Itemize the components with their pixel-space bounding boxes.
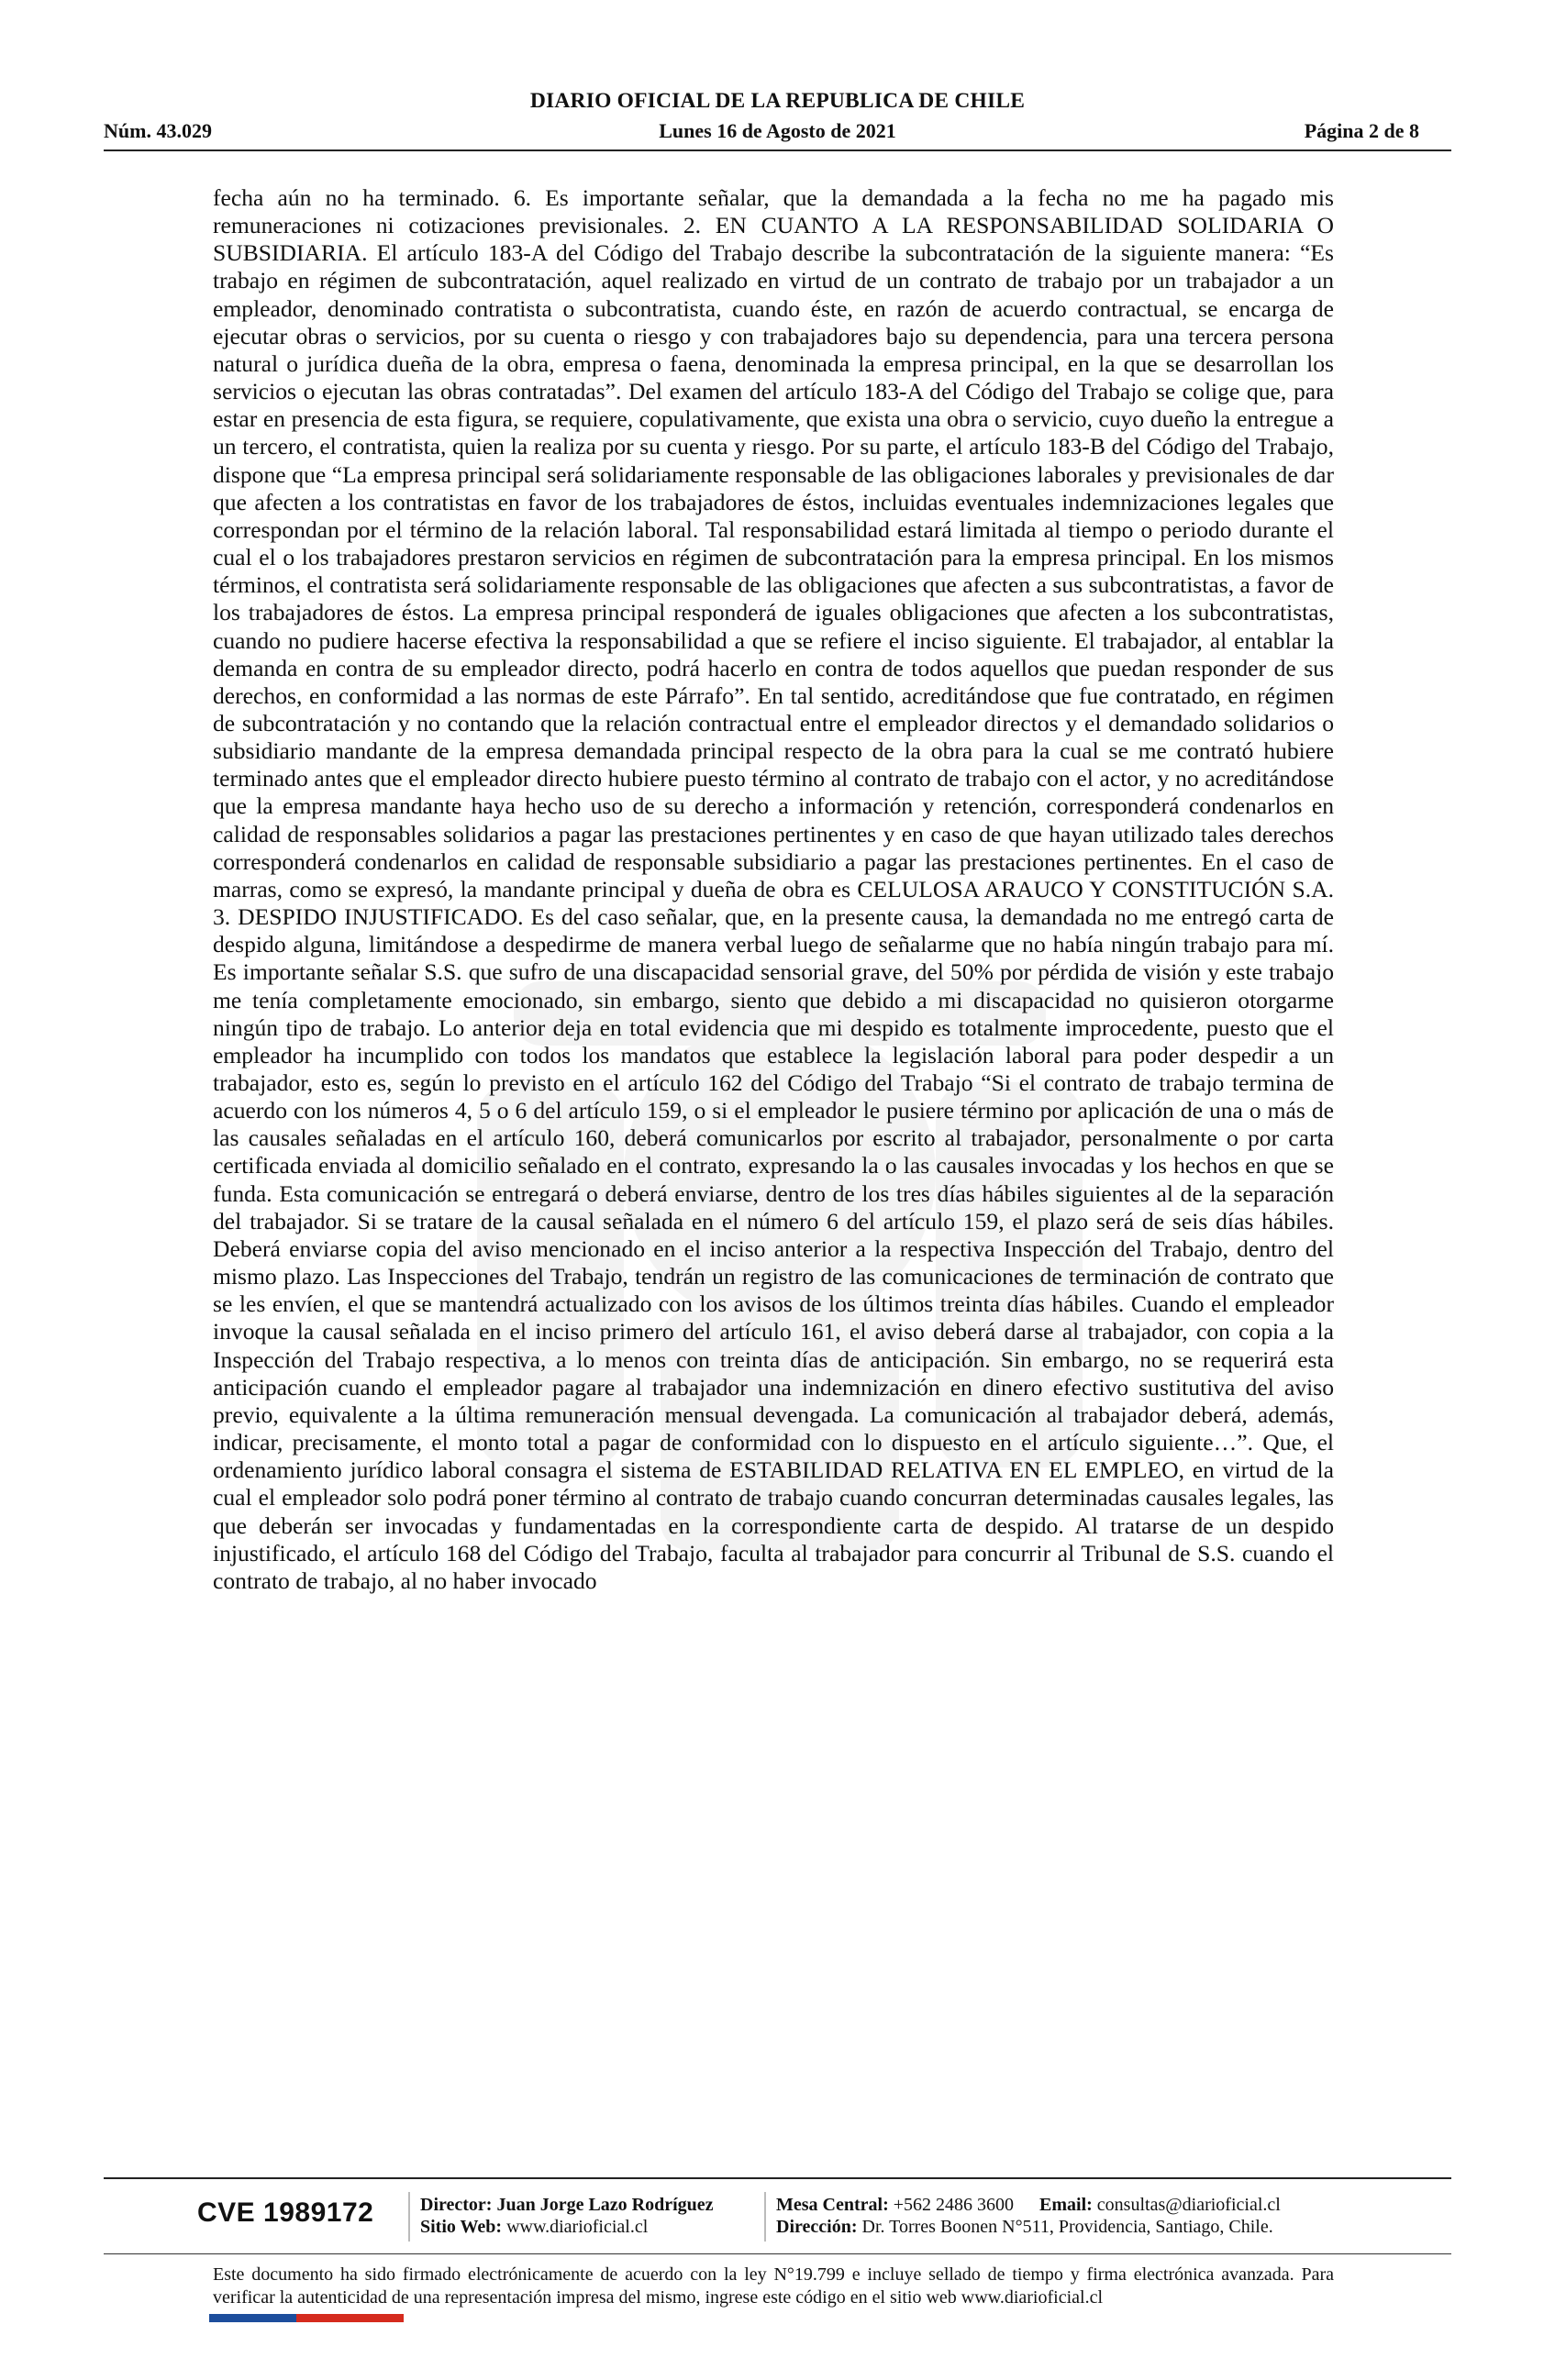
gazette-title: DIARIO OFICIAL DE LA REPUBLICA DE CHILE (529, 89, 1026, 113)
article-body: fecha aún no ha terminado. 6. Es importante señalar, que la demandada a la fecha no me ha pagado mis remuneraciones ni cotizaciones previsionales. 2. EN CUANTO A LA RESPONSABILIDAD SOLIDARIA O SUBSIDIARIA. El artículo 183-A del Código del Trabajo describe la subcontratación de la siguiente manera: “Es trabajo en régimen de subcontratación, aquel realizado en virtud de un contrato de trabajo por un trabajador a un empleador, denominado contratista o subcontratista, cuando éste, en razón de acuerdo contractual, se encarga de ejecutar obras o servicios, por su cuenta o riesgo y con trabajadores bajo su dependencia, para una tercera persona natural o jurídica dueña de la obra, empresa o faena, denominada la empresa principal, en la que se desarrollan los servicios o ejecutan las obras contratadas”. Del examen del artículo 183-A del Código del Trabajo se colige que, para estar en presencia de esta figura, se requiere, copulativamente, que exista una obra o servicio, cuyo dueño la entregue a un tercero, el contratista, quien la realiza por su cuenta y riesgo. Por su parte, el artículo 183-B del Código del Trabajo, dispone que “La empresa principal será solidariamente responsable de las obligaciones laborales y previsionales de dar que afecten a los contratistas en favor de los trabajadores de éstos, incluidas eventuales indemnizaciones legales que correspondan por el término de la relación laboral. Tal responsabilidad estará limitada al tiempo o periodo durante el cual el o los trabajadores prestaron servicios en régimen de subcontratación para la empresa principal. En los mismos términos, el contratista será solidariamente responsable de las obligaciones que afecten a sus subcontratistas, a favor de los trabajadores de éstos. La empresa principal responderá de iguales obligaciones que afecten a los subcontratistas, cuando no pudiere hacerse efectiva la responsabilidad a que se refiere el inciso siguiente. El trabajador, al entablar la demanda en contra de su empleador directo, podrá hacerlo en contra de todos aquellos que puedan responder de sus derechos, en conformidad a las normas de este Párrafo”. En tal sentido, acreditándose que fue contratado, en régimen de subcontratación y no contando que la relación contractual entre el empleador directos y el demandado solidarios o subsidiario mandante de la empresa demandada principal respecto de la obra para la cual se me contrató hubiere terminado antes que el empleador directo hubiere puesto término al contrato de trabajo con el actor, y no acreditándose que la empresa mandante haya hecho uso de su derecho a información y retención, corresponderá condenarlos en calidad de responsables solidarios a pagar las prestaciones pertinentes y en caso de que hayan utilizado tales derechos corresponderá condenarlos en calidad de responsable subsidiario a pagar las prestaciones pertinentes. En el caso de marras, como se expresó, la mandante principal y dueña de obra es CELULOSA ARAUCO Y CONSTITUCIÓN S.A. 3. DESPIDO INJUSTIFICADO. Es del caso señalar, que, en la presente causa, la demandada no me entregó carta de despido alguna, limitándose a despedirme de manera verbal luego de señalarme que no había ningún trabajo para mí. Es importante señalar S.S. que sufro de una discapacidad sensorial grave, del 50% por pérdida de visión y este trabajo me tenía completamente emocionado, sin embargo, siento que debido a mi discapacidad no quisieron otorgarme ningún tipo de trabajo. Lo anterior deja en total evidencia que mi despido es totalmente improcedente, puesto que el empleador ha incumplido con todos los mandatos que establece la legislación laboral para poder despedir a un trabajador, esto es, según lo previsto en el artículo 162 del Código del Trabajo “Si el contrato de trabajo termina de acuerdo con los números 4, 5 o 6 del artículo 159, o si el empleador le pusiere término por aplicación de una o más de las causales señaladas en el artículo 160, deberá comunicarlos por escrito al trabajador, personalmente o por carta certificada enviada al domicilio señalado en el contrato, expresando la o las causales invocadas y los hechos en que se funda. Esta comunicación se entregará o deberá enviarse, dentro de los tres días hábiles siguientes al de la separación del trabajador. Si se tratare de la causal señalada en el número 6 del artículo 159, el plazo será de seis días hábiles. Deberá enviarse copia del aviso mencionado en el inciso anterior a la respectiva Inspección del Trabajo, dentro del mismo plazo. Las Inspecciones del Trabajo, tendrán un registro de las comunicaciones de terminación de contrato que se les envíen, el que se mantendrá actualizado con los avisos de los últimos treinta días hábiles. Cuando el empleador invoque la causal señalada en el inciso primero del artículo 161, el aviso deberá darse al trabajador, con copia a la Inspección del Trabajo respectiva, a lo menos con treinta días de anticipación. Sin embargo, no se requerirá esta anticipación cuando el empleador pagare al trabajador una indemnización en dinero efectivo sustitutiva del aviso previo, equivalente a la última remuneración mensual devengada. La comunicación al trabajador deberá, además, indicar, precisamente, el monto total a pagar de conformidad con lo dispuesto en el artículo siguiente…”. Que, el ordenamiento jurídico laboral consagra el sistema de ESTABILIDAD RELATIVA EN EL EMPLEO, en virtud de la cual el empleador solo podrá poner término al contrato de trabajo cuando concurran determinadas causales legales, las que deberán ser invocadas y fundamentadas en la correspondiente carta de despido. Al tratarse de un despido injustificado, el artículo 168 del Código del Trabajo, faculta al trabajador para concurrir al Tribunal de S.S. cuando el contrato de trabajo, al no haber invocado (213, 184, 1334, 1594)
footer-divider (104, 2253, 1451, 2254)
issue-number: Núm. 43.029 (104, 119, 212, 142)
website-link[interactable]: www.diarioficial.cl (506, 2217, 649, 2237)
header-divider (104, 149, 1451, 151)
phone-number: +562 2486 3600 (893, 2195, 1015, 2215)
cve-code: CVE 1989172 (197, 2197, 374, 2228)
address-text: Dr. Torres Boonen N°511, Providencia, Santiago, Chile. (861, 2217, 1273, 2237)
footer-separator (408, 2192, 410, 2242)
address-label: Dirección: (776, 2217, 858, 2237)
website-label: Sitio Web: (420, 2217, 503, 2237)
flag-red-stripe (296, 2314, 404, 2322)
footer-contact-info (776, 2194, 1281, 2238)
page-indicator: Página 2 de 8 (1304, 119, 1419, 142)
flag-color-bar (209, 2314, 404, 2322)
page-header (0, 0, 1555, 151)
flag-blue-stripe (209, 2314, 296, 2322)
director-label: Director: (420, 2195, 493, 2215)
page-footer (0, 2164, 1555, 2380)
email-link[interactable]: consultas@diarioficial.cl (1096, 2195, 1281, 2215)
footer-divider (104, 2177, 1451, 2179)
email-label: Email: (1039, 2195, 1093, 2215)
phone-label: Mesa Central: (776, 2195, 889, 2215)
legal-notice: Este documento ha sido firmado electrónicamente de acuerdo con la ley N°19.799 e incluye sellado de tiempo y firma electrónica avanzada. Para verificar la autenticidad de una representación impresa del mismo, ingrese este código en el sitio web www.diarioficial.cl (213, 2264, 1334, 2308)
footer-editorial-info (420, 2194, 714, 2238)
issue-date: Lunes 16 de Agosto de 2021 (659, 119, 896, 142)
director-name: Juan Jorge Lazo Rodríguez (496, 2195, 714, 2215)
footer-separator (764, 2192, 766, 2242)
